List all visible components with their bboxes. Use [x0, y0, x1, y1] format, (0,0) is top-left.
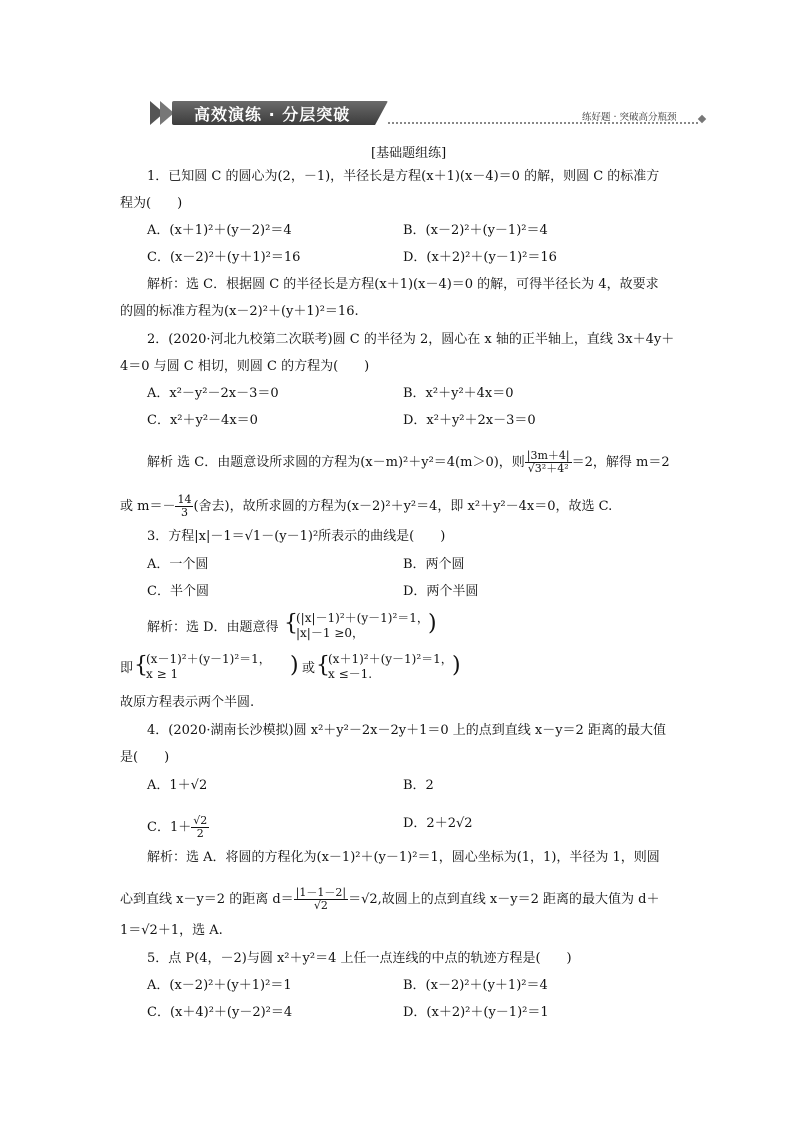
- q2-option-a: A．x²－y²－2x－3＝0: [147, 386, 279, 401]
- fraction-denominator: √3²＋4²: [527, 462, 569, 475]
- q2-option-b: B．x²＋y²＋4x＝0: [403, 386, 514, 401]
- right-paren: ): [290, 653, 299, 678]
- q3-solution-line1: 解析：选 D．由题意得: [147, 620, 279, 635]
- q4-solution-text: ＝√2,故圆上的点到直线 x－y＝2 距离的最大值为 d＋: [348, 892, 660, 907]
- q5-option-c: C．(x＋4)²＋(y－2)²＝4: [147, 1005, 293, 1020]
- q3-or: 或: [302, 661, 316, 676]
- right-paren: ): [452, 653, 461, 678]
- section-title: [基础题组练]: [371, 146, 447, 161]
- fraction-numerator: |1－1－2|: [295, 886, 347, 899]
- q5-option-d: D．(x＋2)²＋(y－1)²＝1: [403, 1005, 549, 1020]
- q4-option-a: A．1＋√2: [147, 778, 208, 793]
- q2-solution-fraction: [525, 450, 572, 475]
- q4-option-c: [147, 815, 209, 840]
- section-banner: [150, 99, 390, 127]
- q3-option-c: C．半个圆: [147, 584, 209, 599]
- q2-solution-fraction: [175, 494, 193, 519]
- q3-system2-eq2: x ≥ 1: [146, 667, 179, 681]
- q4-solution-fraction: [294, 887, 348, 912]
- q3-system3-eq2: x ≤－1.: [328, 667, 373, 681]
- q4-solution-line1: 解析：选 A．将圆的方程化为(x－1)²＋(y－1)²＝1，圆心坐标为(1，1)，半径为 1，则圆: [147, 850, 660, 865]
- q1-option-a: A．(x＋1)²＋(y－2)²＝4: [147, 223, 292, 238]
- q4-solution-line3: 1＝√2＋1，选 A.: [120, 923, 223, 938]
- fraction-denominator: 2: [196, 827, 204, 840]
- q1-stem-line2: 程为( ): [120, 196, 183, 211]
- q4-stem-line1: 4．(2020·湖南长沙模拟)圆 x²＋y²－2x－2y＋1＝0 上的点到直线 x－y＝2 距离的最大值: [147, 723, 666, 738]
- diamond-icon: [698, 115, 706, 123]
- q5-option-b: B．(x－2)²＋(y＋1)²＝4: [403, 978, 548, 993]
- q3-option-d: D．两个半圆: [403, 584, 479, 599]
- q2-option-d: D．x²＋y²＋2x－3＝0: [403, 413, 536, 428]
- left-brace: {: [316, 653, 330, 678]
- q3-solution-line2: 即: [120, 661, 134, 676]
- q2-solution-text: ＝2，解得 m＝2: [571, 455, 670, 470]
- q3-system1-eq1: (|x|－1)²＋(y－1)²＝1，: [296, 611, 429, 625]
- q3-system2-eq1: (x－1)²＋(y－1)²＝1，: [146, 652, 271, 666]
- q1-solution-line2: 的圆的标准方程为(x－2)²＋(y＋1)²＝16.: [120, 304, 359, 319]
- q3-stem: 3．方程|x|－1＝√1－(y－1)²所表示的曲线是( ): [147, 529, 446, 544]
- q4-solution-line2: [120, 887, 659, 912]
- q2-solution-text: 解析 选 C．由题意设所求圆的方程为(x－m)²＋y²＝4(m＞0)，则: [147, 455, 525, 470]
- q2-solution-line2: [120, 494, 612, 519]
- q3-system1-eq2: |x|－1 ≥0，: [296, 626, 364, 640]
- fraction-numerator: 14: [177, 493, 192, 506]
- banner-title: 高效演练 · 分层突破: [194, 105, 351, 124]
- q4-option-d: D．2＋2√2: [403, 816, 473, 831]
- q1-solution-line1: 解析：选 C．根据圆 C 的半径长是方程(x＋1)(x－4)＝0 的解，可得半径长为 4，故要求: [147, 277, 659, 292]
- left-brace: {: [284, 611, 298, 636]
- q2-stem-line1: 2．(2020·河北九校第二次联考)圆 C 的半径为 2，圆心在 x 轴的正半轴上，直线 3x＋4y＋: [147, 332, 675, 347]
- q1-option-d: D．(x＋2)²＋(y－1)²＝16: [403, 250, 557, 265]
- q3-solution-line3: 故原方程表示两个半圆.: [120, 695, 255, 710]
- fraction-denominator: 3: [180, 506, 188, 519]
- left-brace: {: [134, 653, 148, 678]
- q2-solution-text: 或 m＝－: [120, 499, 176, 514]
- q2-option-c: C．x²＋y²－4x＝0: [147, 413, 258, 428]
- fraction-numerator: √2: [193, 814, 208, 827]
- q5-option-a: A．(x－2)²＋(y＋1)²＝1: [147, 978, 292, 993]
- q3-system3-eq1: (x＋1)²＋(y－1)²＝1，: [328, 652, 453, 666]
- q4-option-c-fraction: [191, 815, 209, 840]
- q2-stem-line2: 4＝0 与圆 C 相切，则圆 C 的方程为( ): [120, 359, 370, 374]
- q4-solution-text: 心到直线 x－y＝2 的距离 d＝: [120, 892, 294, 907]
- q2-solution-text: (舍去)，故所求圆的方程为(x－2)²＋y²＝4，即 x²＋y²－4x＝0，故选 C.: [193, 499, 613, 514]
- header-tag: 练好题 · 突破高分瓶颈: [582, 112, 677, 123]
- q3-option-b: B．两个圆: [403, 557, 465, 572]
- q1-option-b: B．(x－2)²＋(y－1)²＝4: [403, 223, 548, 238]
- q4-option-c-text: C．1＋: [147, 820, 192, 835]
- q3-option-a: A．一个圆: [147, 557, 209, 572]
- q4-stem-line2: 是( ): [120, 750, 170, 765]
- q1-option-c: C．(x－2)²＋(y＋1)²＝16: [147, 250, 301, 265]
- chevron-icon: [160, 101, 174, 125]
- q1-stem-line1: 1．已知圆 C 的圆心为(2，－1)，半径长是方程(x＋1)(x－4)＝0 的解，则圆 C 的标准方: [147, 169, 660, 184]
- right-paren: ): [428, 611, 437, 636]
- fraction-numerator: |3m＋4|: [526, 449, 570, 462]
- q4-option-b: B．2: [403, 778, 434, 793]
- fraction-denominator: √2: [313, 899, 328, 912]
- q2-solution-line1: [147, 450, 670, 475]
- q5-stem: 5．点 P(4，－2)与圆 x²＋y²＝4 上任一点连线的中点的轨迹方程是( ): [147, 951, 572, 966]
